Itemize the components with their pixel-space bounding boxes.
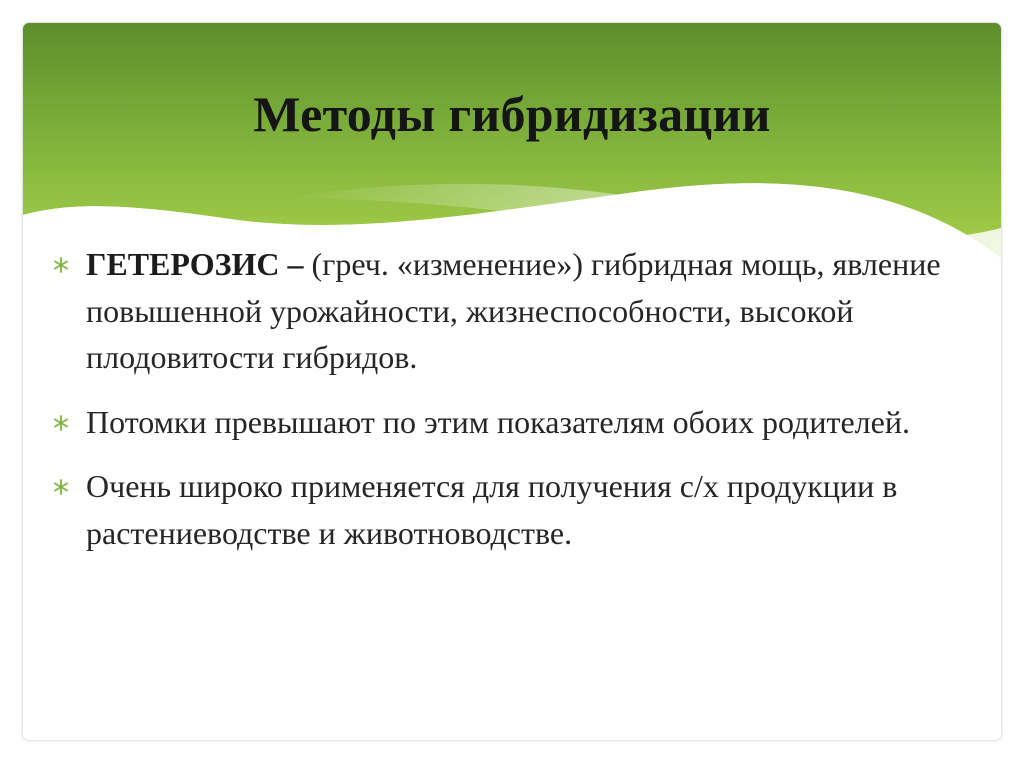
asterisk-icon (53, 415, 69, 431)
bullet-item (53, 241, 953, 381)
bullet-text: (греч. «изменение») гибридная мощь, явление повышенной урожайности, жизнеспособности, высокой плодовитости гибридов. (86, 246, 941, 375)
bullet-item (53, 399, 953, 446)
bullet-term: ГЕТЕРОЗИС – (86, 246, 304, 282)
bullet-item (53, 463, 953, 556)
bullet-text: Потомки превышают по этим показателям обоих родителей. (86, 403, 910, 440)
bullet-list (53, 241, 953, 574)
slide (23, 23, 1001, 740)
bullet-text: Очень широко применяется для получения с/х продукции в растениеводстве и животноводстве. (86, 468, 898, 551)
asterisk-icon (53, 479, 69, 495)
slide-title: Методы гибридизации (253, 86, 771, 142)
asterisk-icon (53, 257, 69, 273)
